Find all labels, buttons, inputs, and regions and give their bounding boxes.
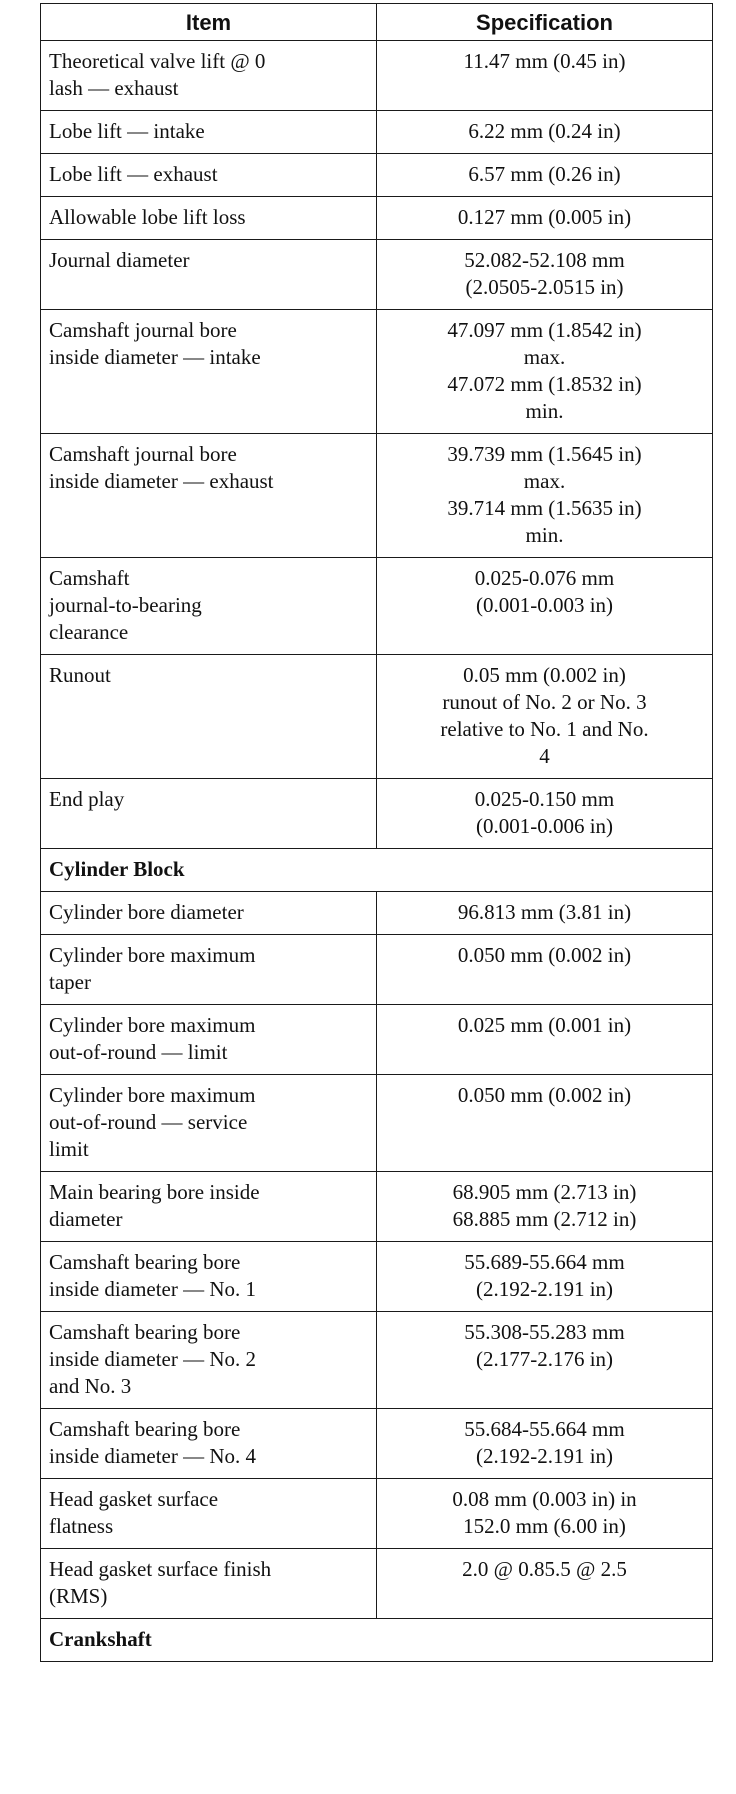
specification-text-line: 68.905 mm (2.713 in)	[452, 1180, 637, 1204]
table-row	[41, 1242, 713, 1312]
table-row	[41, 558, 713, 655]
item-cell	[41, 1005, 377, 1075]
specification-cell	[377, 1312, 713, 1409]
specification-text-line: (2.0505-2.0515 in)	[465, 275, 624, 299]
item-text-line: Theoretical valve lift @ 0	[49, 49, 266, 73]
specification-cell	[377, 1549, 713, 1619]
item-text-line: Journal diameter	[49, 248, 190, 272]
item-text-line: inside diameter — No. 4	[49, 1444, 257, 1468]
item-text-line: Runout	[49, 663, 111, 687]
item-cell	[41, 197, 377, 240]
item-text-line: Camshaft bearing bore	[49, 1417, 241, 1441]
item-cell	[41, 1242, 377, 1312]
specification-text-line: runout of No. 2 or No. 3	[442, 690, 647, 714]
specification-text-line: 0.025 mm (0.001 in)	[457, 1013, 632, 1037]
item-text-line: limit	[49, 1137, 89, 1161]
specification-text-line: 0.05 mm (0.002 in)	[463, 663, 626, 687]
spec-page	[40, 3, 734, 1662]
specification-text-line: (2.192-2.191 in)	[475, 1277, 614, 1301]
item-cell	[41, 1409, 377, 1479]
specification-text-line: 4	[539, 744, 550, 768]
section-heading: Crankshaft	[41, 1619, 713, 1662]
item-text-line: Camshaft bearing bore	[49, 1320, 241, 1344]
table-row	[41, 41, 713, 111]
specification-text-line: 39.714 mm (1.5635 in)	[447, 496, 642, 520]
specification-text-line: 0.127 mm (0.005 in)	[457, 205, 632, 229]
specification-cell	[377, 1005, 713, 1075]
specification-text-line: 55.684-55.664 mm	[464, 1417, 625, 1441]
specification-cell	[377, 240, 713, 310]
specification-cell	[377, 1075, 713, 1172]
table-row	[41, 1172, 713, 1242]
table-row	[41, 434, 713, 558]
specification-text-line: max.	[523, 345, 566, 369]
specification-text-line: 2.0 @ 0.85.5 @ 2.5	[462, 1557, 627, 1581]
table-row	[41, 779, 713, 849]
item-text-line: and No. 3	[49, 1374, 132, 1398]
item-text-line: Camshaft	[49, 566, 130, 590]
specification-text-line: 96.813 mm (3.81 in)	[457, 900, 632, 924]
specification-cell	[377, 41, 713, 111]
item-cell	[41, 434, 377, 558]
item-text-line: clearance	[49, 620, 129, 644]
table-row	[41, 310, 713, 434]
table-row	[41, 197, 713, 240]
specification-cell	[377, 1409, 713, 1479]
specification-cell	[377, 1479, 713, 1549]
specification-cell	[377, 154, 713, 197]
item-text-line: inside diameter — exhaust	[49, 469, 274, 493]
specification-text-line: (2.177-2.176 in)	[475, 1347, 614, 1371]
specification-text-line: 0.025-0.150 mm	[474, 787, 615, 811]
table-row	[41, 935, 713, 1005]
specification-text-line: (2.192-2.191 in)	[475, 1444, 614, 1468]
item-text-line: out-of-round — service	[49, 1110, 248, 1134]
specification-text-line: relative to No. 1 and No.	[440, 717, 649, 741]
item-text-line: Lobe lift — intake	[49, 119, 205, 143]
specification-cell	[377, 434, 713, 558]
table-row	[41, 240, 713, 310]
specification-cell	[377, 1172, 713, 1242]
item-text-line: out-of-round — limit	[49, 1040, 228, 1064]
section-row	[41, 1619, 713, 1662]
item-cell	[41, 779, 377, 849]
item-text-line: journal-to-bearing	[49, 593, 202, 617]
item-text-line: Cylinder bore maximum	[49, 1013, 256, 1037]
item-text-line: diameter	[49, 1207, 123, 1231]
specification-cell	[377, 655, 713, 779]
item-cell	[41, 1172, 377, 1242]
specification-cell	[377, 111, 713, 154]
specification-text-line: 52.082-52.108 mm	[464, 248, 625, 272]
table-row	[41, 1005, 713, 1075]
specification-cell	[377, 779, 713, 849]
specification-cell	[377, 310, 713, 434]
item-text-line: inside diameter — No. 1	[49, 1277, 257, 1301]
item-cell	[41, 1479, 377, 1549]
header-row	[41, 4, 713, 41]
specification-text-line: 47.097 mm (1.8542 in)	[447, 318, 642, 342]
specification-cell	[377, 935, 713, 1005]
item-text-line: Head gasket surface	[49, 1487, 219, 1511]
table-row	[41, 1479, 713, 1549]
item-text-line: taper	[49, 970, 91, 994]
specification-text-line: (0.001-0.003 in)	[475, 593, 614, 617]
item-cell	[41, 558, 377, 655]
item-text-line: Allowable lobe lift loss	[49, 205, 246, 229]
item-text-line: Cylinder bore diameter	[49, 900, 244, 924]
item-text-line: (RMS)	[49, 1584, 108, 1608]
table-row	[41, 1409, 713, 1479]
table-row	[41, 111, 713, 154]
specification-cell	[377, 892, 713, 935]
table-row	[41, 892, 713, 935]
item-cell	[41, 111, 377, 154]
column-header-specification: Specification	[377, 4, 713, 41]
item-text-line: Head gasket surface finish	[49, 1557, 272, 1581]
specification-text-line: 152.0 mm (6.00 in)	[463, 1514, 626, 1538]
item-cell	[41, 1312, 377, 1409]
item-text-line: Lobe lift — exhaust	[49, 162, 218, 186]
specification-text-line: 6.57 mm (0.26 in)	[468, 162, 621, 186]
item-text-line: Camshaft journal bore	[49, 318, 237, 342]
table-header	[41, 4, 713, 41]
specification-cell	[377, 197, 713, 240]
specification-text-line: 6.22 mm (0.24 in)	[468, 119, 621, 143]
item-text-line: Camshaft journal bore	[49, 442, 237, 466]
item-text-line: Camshaft bearing bore	[49, 1250, 241, 1274]
specification-text-line: max.	[523, 469, 566, 493]
item-text-line: inside diameter — No. 2	[49, 1347, 257, 1371]
specification-text-line: min.	[525, 523, 564, 547]
specification-text-line: 0.050 mm (0.002 in)	[457, 943, 632, 967]
specification-cell	[377, 558, 713, 655]
item-text-line: lash — exhaust	[49, 76, 179, 100]
item-text-line: flatness	[49, 1514, 114, 1538]
item-cell	[41, 310, 377, 434]
specification-text-line: 11.47 mm (0.45 in)	[463, 49, 626, 73]
table-body	[41, 41, 713, 1662]
section-heading: Cylinder Block	[41, 849, 713, 892]
specification-text-line: 0.08 mm (0.003 in) in	[452, 1487, 637, 1511]
item-cell	[41, 892, 377, 935]
item-text-line: End play	[49, 787, 125, 811]
item-text-line: Cylinder bore maximum	[49, 1083, 256, 1107]
table-row	[41, 1075, 713, 1172]
specification-text-line: 68.885 mm (2.712 in)	[452, 1207, 637, 1231]
specification-text-line: 39.739 mm (1.5645 in)	[447, 442, 642, 466]
item-text-line: Main bearing bore inside	[49, 1180, 260, 1204]
specification-cell	[377, 1242, 713, 1312]
item-cell	[41, 1075, 377, 1172]
item-cell	[41, 935, 377, 1005]
item-cell	[41, 655, 377, 779]
table-row	[41, 1549, 713, 1619]
column-header-item: Item	[41, 4, 377, 41]
item-text-line: inside diameter — intake	[49, 345, 261, 369]
item-cell	[41, 1549, 377, 1619]
specification-text-line: 0.050 mm (0.002 in)	[457, 1083, 632, 1107]
specification-text-line: 47.072 mm (1.8532 in)	[447, 372, 642, 396]
specification-text-line: min.	[525, 399, 564, 423]
item-text-line: Cylinder bore maximum	[49, 943, 256, 967]
specification-text-line: 55.308-55.283 mm	[464, 1320, 625, 1344]
section-row	[41, 849, 713, 892]
table-row	[41, 154, 713, 197]
table-row	[41, 655, 713, 779]
specification-text-line: 0.025-0.076 mm	[474, 566, 615, 590]
item-cell	[41, 41, 377, 111]
table-row	[41, 1312, 713, 1409]
specification-text-line: 55.689-55.664 mm	[464, 1250, 625, 1274]
item-cell	[41, 240, 377, 310]
specification-text-line: (0.001-0.006 in)	[475, 814, 614, 838]
item-cell	[41, 154, 377, 197]
specification-table	[40, 3, 713, 1662]
